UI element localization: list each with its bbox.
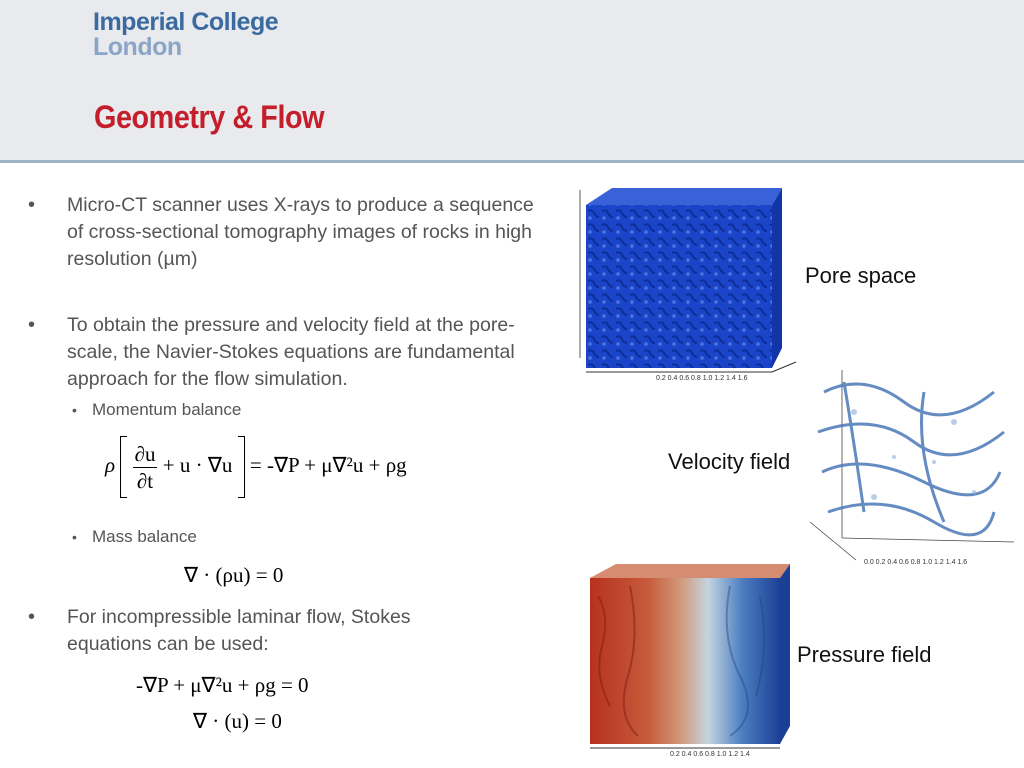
momentum-equation	[105, 436, 407, 498]
sub-bullet-momentum: Momentum balance	[92, 400, 242, 419]
logo-line1: Imperial College	[93, 8, 279, 36]
right-bracket	[238, 436, 245, 498]
stokes-equation-1: -∇P + μ∇²u + ρg = 0	[136, 673, 309, 697]
bullet-text-2: To obtain the pressure and velocity field at the pore-scale, the Navier-Stokes equations are fundamental approach for the flow simulation.	[67, 314, 515, 390]
slide-title: Geometry & Flow	[94, 99, 325, 135]
eq-convective: + u · ∇u	[162, 452, 233, 477]
eq-rho: ρ	[105, 452, 116, 477]
eq-rhs: = -∇P + μ∇²u + ρg	[249, 452, 407, 477]
sub-bullet-mass: Mass balance	[92, 527, 197, 546]
sub-bullet-dot: •	[72, 402, 77, 418]
pore-space-figure	[572, 180, 804, 385]
bullet-text-1: Micro-CT scanner uses X-rays to produce a sequence of cross-sectional tomography images of rocks in high resolution (µm)	[67, 194, 534, 270]
pressure-field-caption: Pressure field	[797, 642, 932, 667]
bullet-dot: •	[28, 314, 36, 336]
logo-line2: London	[93, 33, 182, 61]
frac-denominator: ∂t	[136, 468, 154, 493]
bullet-dot: •	[28, 194, 36, 216]
svg-text:0.0 0.2 0.4 0.6 0.8 1: 0.0 0.2 0.4 0.6 0.8 1.0 1.2 1.4 1.6	[864, 559, 968, 566]
header-bar	[0, 0, 1024, 163]
pressure-field-figure	[580, 556, 794, 766]
mass-equation: ∇ · (ρu) = 0	[184, 563, 284, 587]
left-bracket	[120, 436, 127, 498]
velocity-field-figure	[804, 362, 1022, 568]
velocity-field-caption: Velocity field	[668, 449, 791, 474]
pore-space-caption: Pore space	[805, 263, 917, 288]
svg-text:0.2 0.4 0.6 0.8 1.0: 0.2 0.4 0.6 0.8 1.0 1.2 1.4 1.6	[656, 375, 748, 382]
sub-bullet-dot: •	[72, 529, 77, 545]
bullet-dot: •	[28, 606, 36, 628]
stokes-equation-2: ∇ · (u) = 0	[193, 709, 282, 733]
imperial-logo	[93, 10, 278, 60]
frac-numerator: ∂u	[134, 441, 156, 466]
time-derivative	[133, 441, 158, 494]
bullet-text-3: For incompressible laminar flow, Stokes equations can be used:	[67, 606, 411, 655]
svg-text:0.2 0.4 0.6 0.8 1.0 1.2: 0.2 0.4 0.6 0.8 1.0 1.2 1.4	[670, 751, 750, 758]
